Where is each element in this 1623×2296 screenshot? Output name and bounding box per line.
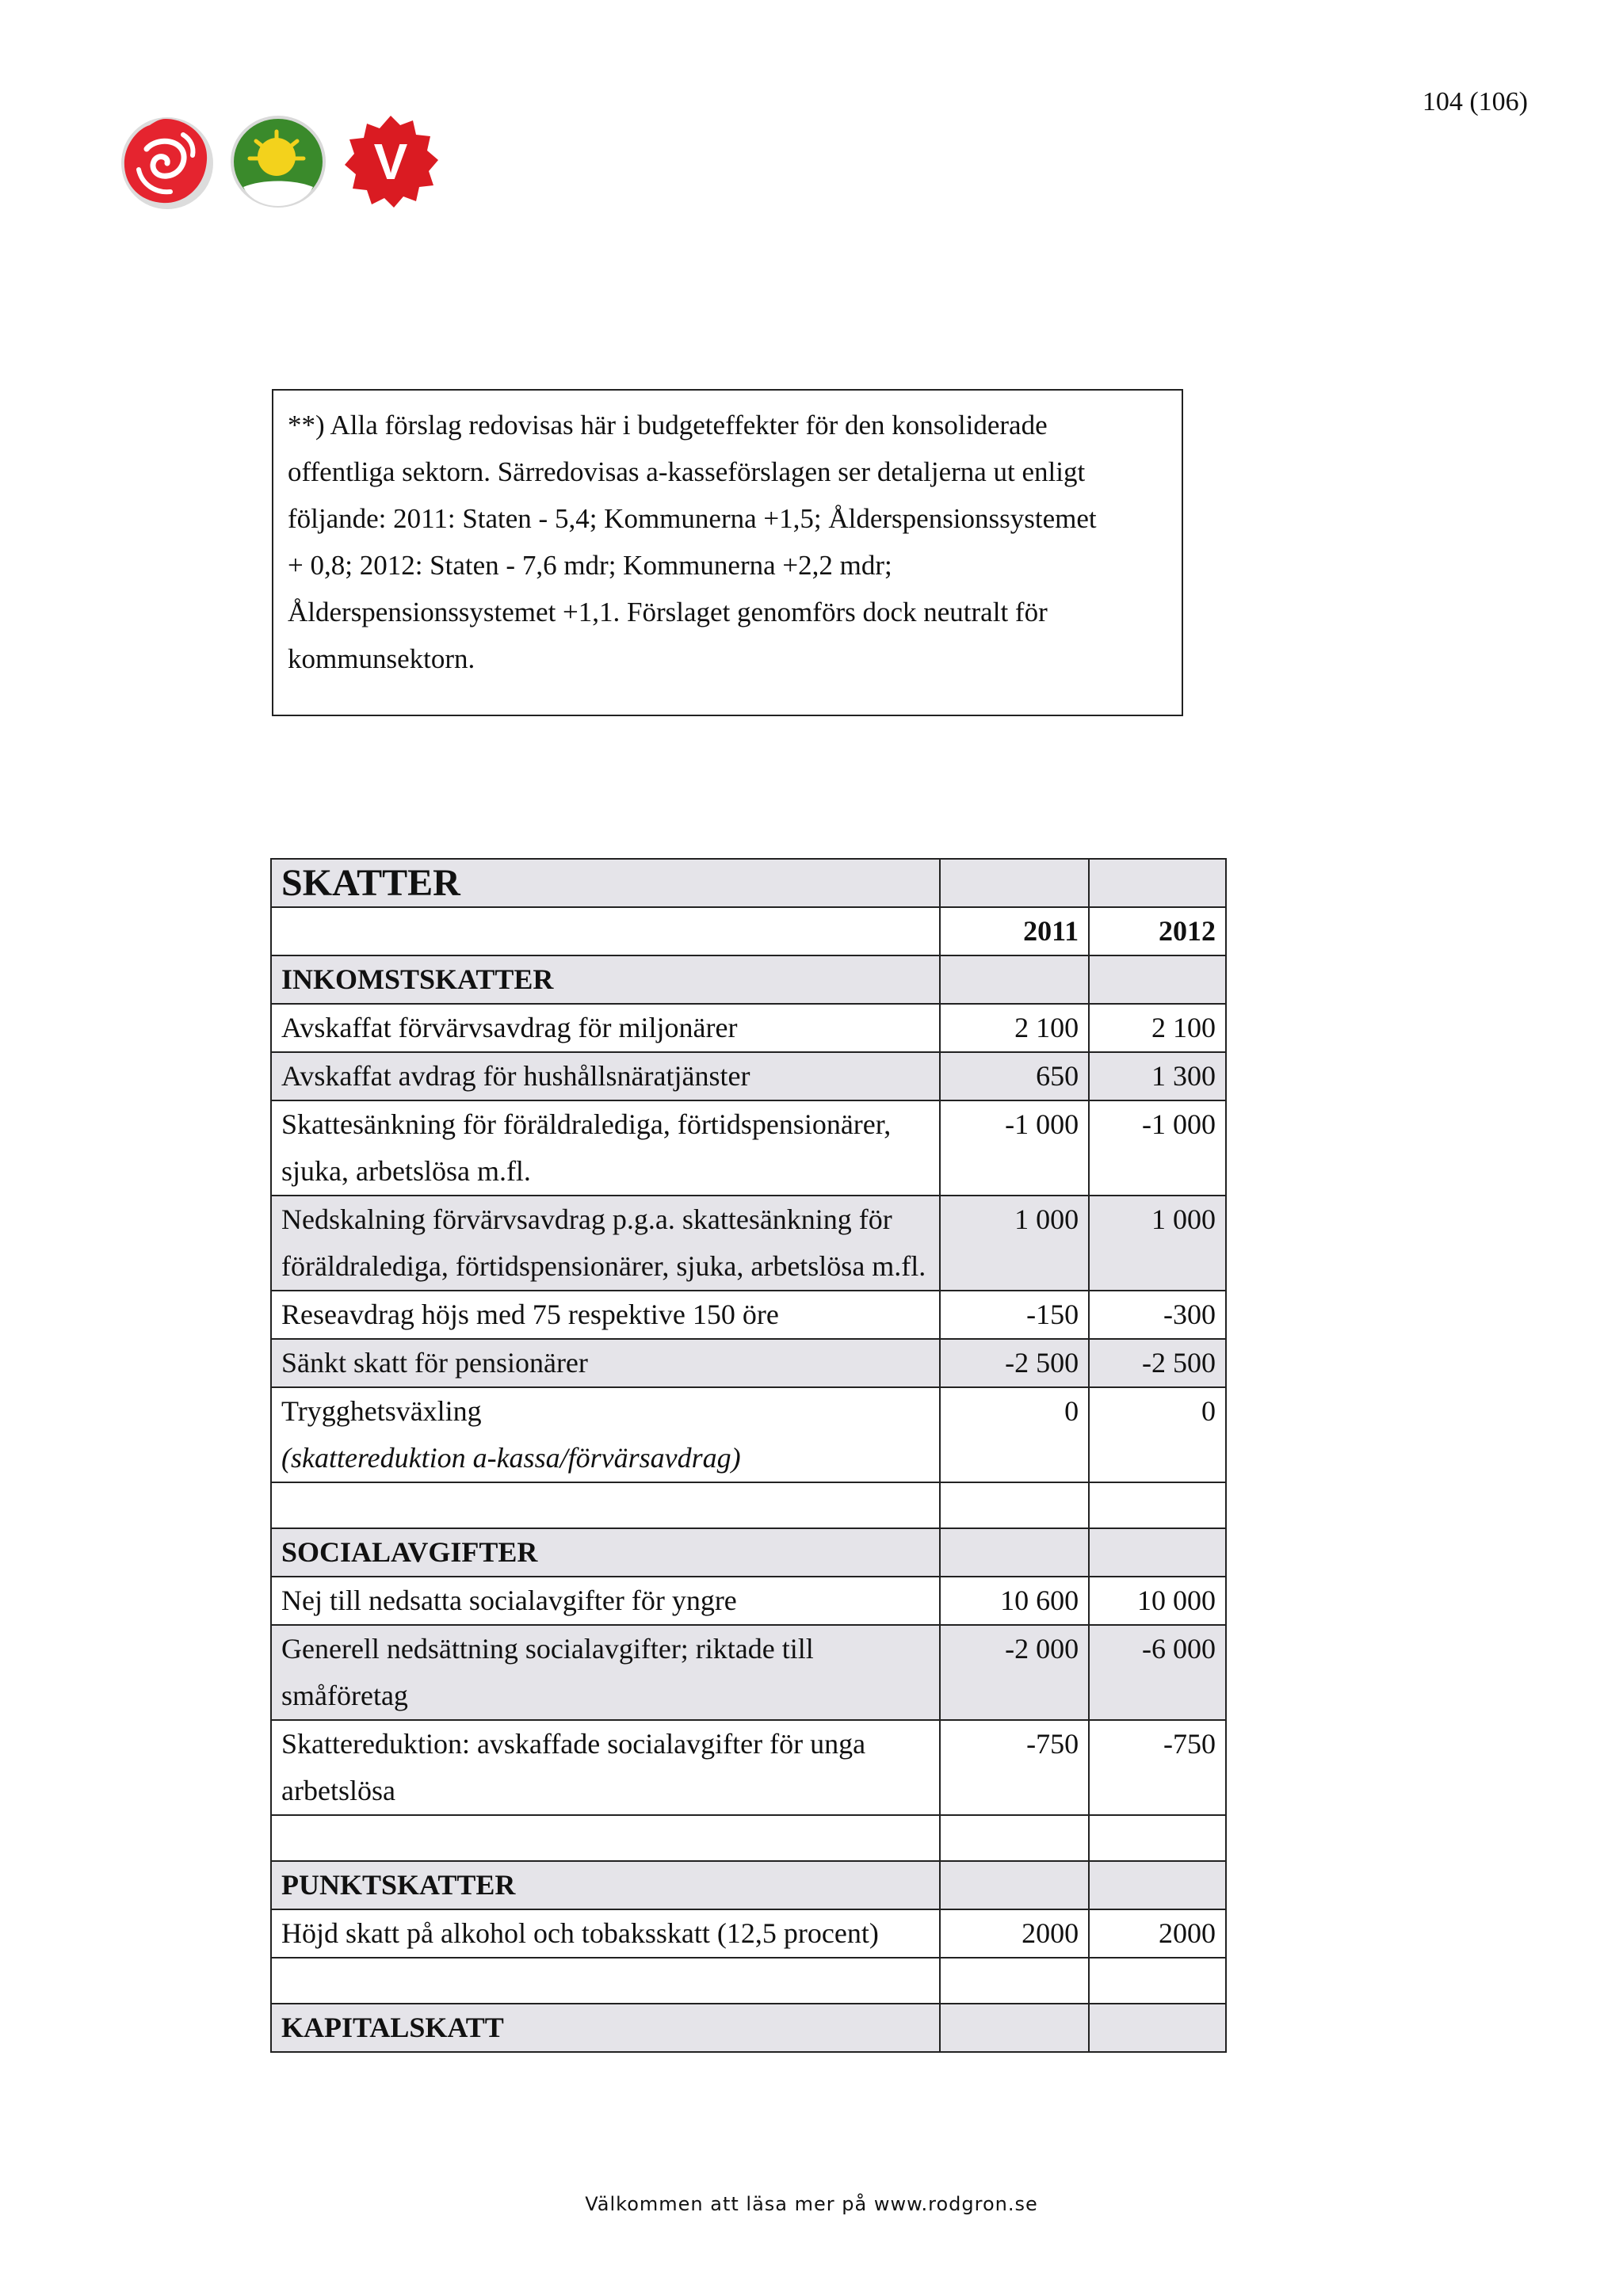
- section-heading-kapitalskatt: KAPITALSKATT: [271, 2004, 940, 2052]
- note-line: **) Alla förslag redovisas här i budgeteffekter för den konsoliderade: [288, 410, 1048, 441]
- value-2011: 650: [940, 1052, 1089, 1100]
- spacer-row: [271, 1815, 1226, 1861]
- value-2012: 2 100: [1089, 1004, 1226, 1052]
- table-row: [271, 1291, 1226, 1339]
- table-row: [271, 1196, 1226, 1291]
- value-2012: -6 000: [1089, 1625, 1226, 1720]
- row-label: Avskaffat förvärvsavdrag för miljonärer: [271, 1004, 940, 1052]
- budget-note-box: [272, 389, 1183, 716]
- section-heading-row: [271, 955, 1226, 1004]
- table-row: [271, 1909, 1226, 1958]
- section-heading-socialavgifter: SOCIALAVGIFTER: [271, 1528, 940, 1577]
- row-label-sub: (skattereduktion a-kassa/förvärsavdrag): [281, 1442, 741, 1474]
- value-2012: -750: [1089, 1720, 1226, 1815]
- table-row: [271, 1004, 1226, 1052]
- row-label-main: Trygghetsväxling: [281, 1395, 482, 1427]
- table-row: [271, 1387, 1226, 1482]
- section-heading-row: [271, 2004, 1226, 2052]
- footer-text: Välkommen att läsa mer på www.rodgron.se: [585, 2193, 1038, 2215]
- spacer-row: [271, 1482, 1226, 1528]
- note-line: kommunsektorn.: [288, 643, 475, 674]
- v-logo-letter: V: [373, 133, 408, 190]
- value-2012: -2 500: [1089, 1339, 1226, 1387]
- value-2011: 1 000: [940, 1196, 1089, 1291]
- party-logos: [115, 111, 441, 212]
- row-label: [271, 1387, 940, 1482]
- table-row: [271, 1720, 1226, 1815]
- dandelion-logo-icon: [227, 111, 329, 212]
- value-2011: -150: [940, 1291, 1089, 1339]
- page-number: 104 (106): [1422, 87, 1528, 116]
- year-header-row: [271, 907, 1226, 955]
- note-line: Ålderspensionssystemet +1,1. Förslaget genomförs dock neutralt för: [288, 597, 1048, 627]
- value-2012: 1 300: [1089, 1052, 1226, 1100]
- table-row: [271, 1100, 1226, 1196]
- table-title-row: [271, 859, 1226, 907]
- rose-logo-icon: [115, 111, 216, 212]
- section-heading-row: [271, 1528, 1226, 1577]
- note-line: + 0,8; 2012: Staten - 7,6 mdr; Kommunerna +2,2 mdr;: [288, 550, 892, 581]
- table-row: [271, 1625, 1226, 1720]
- row-label: Reseavdrag höjs med 75 respektive 150 öre: [271, 1291, 940, 1339]
- row-label: Nedskalning förvärvsavdrag p.g.a. skattesänkning för föräldralediga, förtidspensionärer, sjuka, arbetslösa m.fl.: [271, 1196, 940, 1291]
- value-2011: 2 100: [940, 1004, 1089, 1052]
- value-2012: -1 000: [1089, 1100, 1226, 1196]
- value-2012: 0: [1089, 1387, 1226, 1482]
- value-2011: 2000: [940, 1909, 1089, 1958]
- spacer-row: [271, 1958, 1226, 2004]
- row-label: Avskaffat avdrag för hushållsnäratjänster: [271, 1052, 940, 1100]
- value-2011: -2 500: [940, 1339, 1089, 1387]
- value-2011: -1 000: [940, 1100, 1089, 1196]
- section-heading-inkomstskatter: INKOMSTSKATTER: [271, 955, 940, 1004]
- note-line: följande: 2011: Staten - 5,4; Kommunerna +1,5; Ålderspensionssystemet: [288, 503, 1097, 534]
- v-logo-icon: [340, 111, 441, 212]
- value-2012: 10 000: [1089, 1577, 1226, 1625]
- value-2012: -300: [1089, 1291, 1226, 1339]
- note-line: offentliga sektorn. Särredovisas a-kasseförslagen ser detaljerna ut enligt: [288, 456, 1086, 487]
- row-label: Skattesänkning för föräldralediga, förtidspensionärer, sjuka, arbetslösa m.fl.: [271, 1100, 940, 1196]
- section-heading-punktskatter: PUNKTSKATTER: [271, 1861, 940, 1909]
- table-row: [271, 1577, 1226, 1625]
- value-2012: 1 000: [1089, 1196, 1226, 1291]
- row-label: Generell nedsättning socialavgifter; riktade till småföretag: [271, 1625, 940, 1720]
- section-heading-row: [271, 1861, 1226, 1909]
- table-row: [271, 1052, 1226, 1100]
- row-label: Skattereduktion: avskaffade socialavgifter för unga arbetslösa: [271, 1720, 940, 1815]
- row-label: Sänkt skatt för pensionärer: [271, 1339, 940, 1387]
- value-2011: 0: [940, 1387, 1089, 1482]
- value-2012: 2000: [1089, 1909, 1226, 1958]
- year-2012-header: 2012: [1089, 907, 1226, 955]
- table-title: SKATTER: [271, 859, 940, 907]
- row-label: Höjd skatt på alkohol och tobaksskatt (12,5 procent): [271, 1909, 940, 1958]
- row-label: Nej till nedsatta socialavgifter för yngre: [271, 1577, 940, 1625]
- value-2011: -2 000: [940, 1625, 1089, 1720]
- table-row: [271, 1339, 1226, 1387]
- value-2011: 10 600: [940, 1577, 1089, 1625]
- skatter-table: [270, 858, 1227, 2053]
- value-2011: -750: [940, 1720, 1089, 1815]
- year-2011-header: 2011: [940, 907, 1089, 955]
